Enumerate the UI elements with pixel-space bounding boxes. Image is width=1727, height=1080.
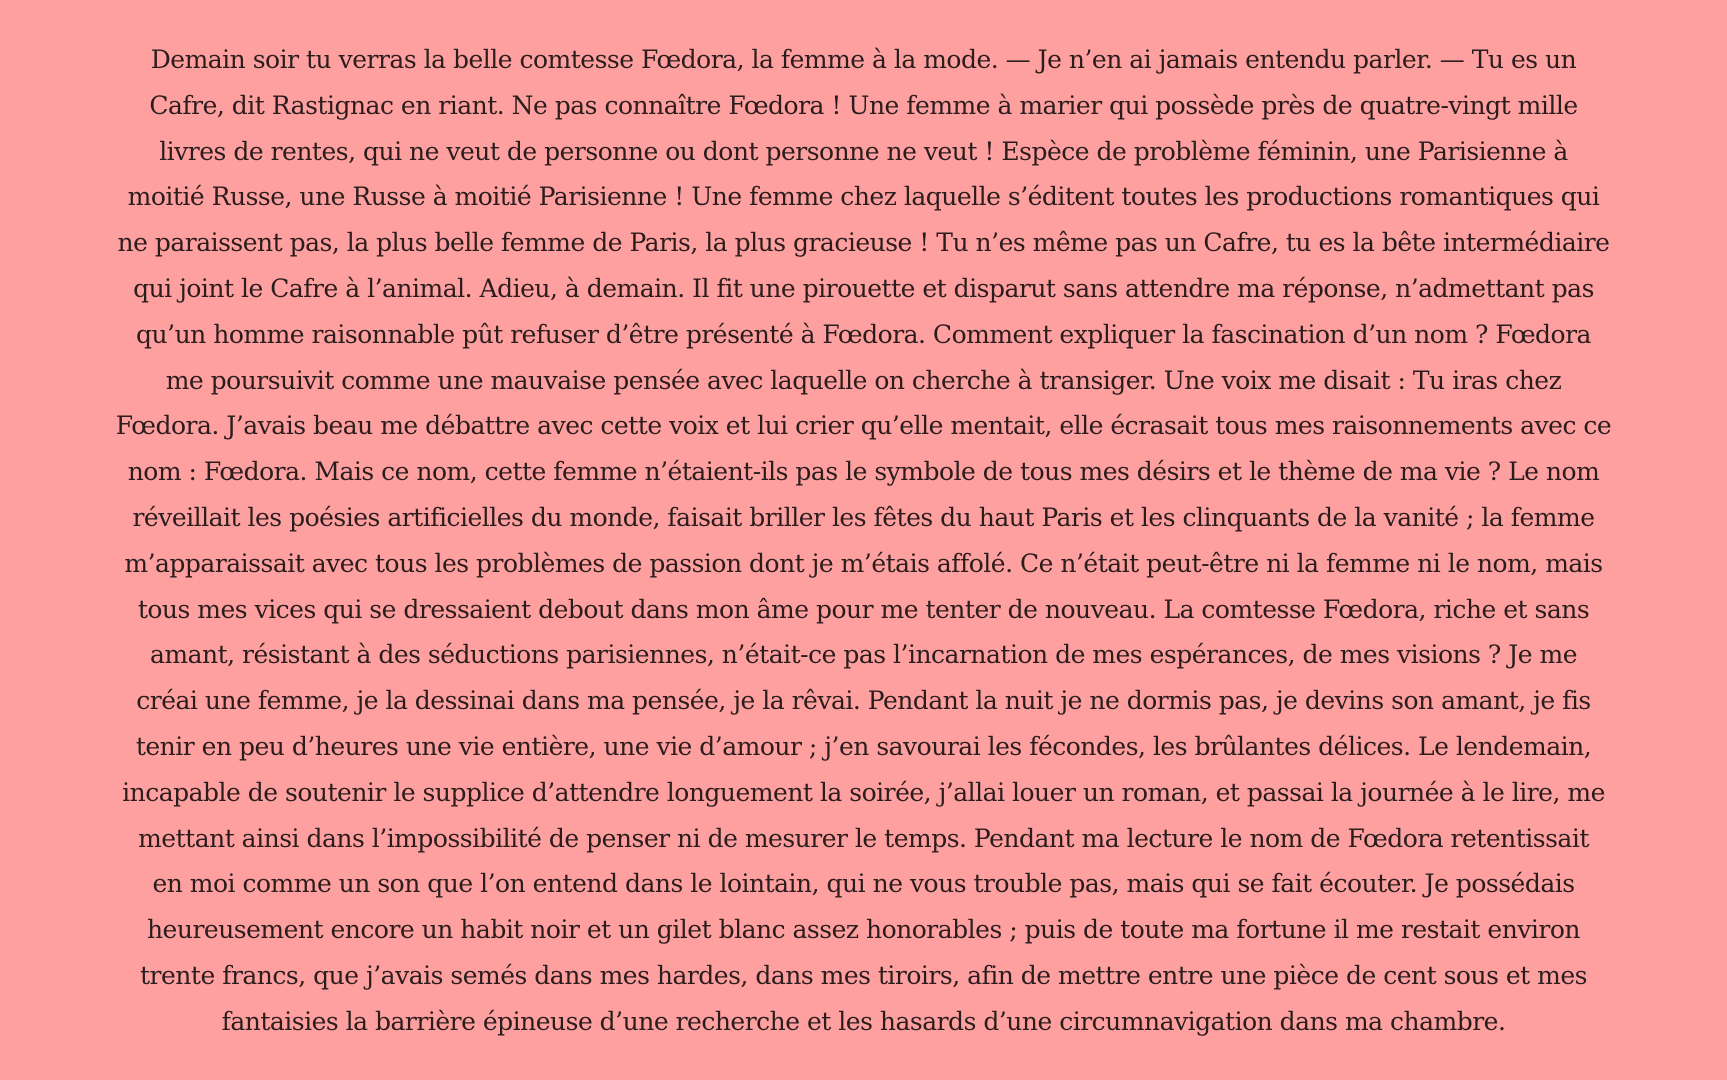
text-line: amant, résistant à des séductions parisiennes, n’était-ce pas l’incarnation de mes espérances, de mes visions ? Je me [149,640,1577,670]
text-line: Cafre, dit Rastignac en riant. Ne pas connaître Fœdora ! Une femme à marier qui possède près de quatre-vingt mille [149,90,1578,120]
text-line: mettant ainsi dans l’impossibilité de penser ni de mesurer le temps. Pendant ma lecture le nom de Fœdora retentissait [138,823,1589,853]
text-passage [45,37,1682,1045]
text-line: créai une femme, je la dessinai dans ma pensée, je la rêvai. Pendant la nuit je ne dormis pas, je devins son amant, je fis [136,686,1591,716]
text-line: moitié Russe, une Russe à moitié Parisienne ! Une femme chez laquelle s’éditent toutes les productions romantiques qui [127,182,1600,212]
text-line: fantaisies la barrière épineuse d’une recherche et les hasards d’une circumnavigation dans ma chambre. [221,1006,1506,1036]
text-line: nom : Fœdora. Mais ce nom, cette femme n’étaient-ils pas le symbole de tous mes désirs et le thème de ma vie ? Le nom [127,457,1600,487]
text-line: qui joint le Cafre à l’animal. Adieu, à demain. Il fit une pirouette et disparut sans attendre ma réponse, n’admettant pas [133,273,1594,303]
text-line: en moi comme un son que l’on entend dans le lointain, qui ne vous trouble pas, mais qui se fait écouter. Je possédais [152,869,1575,899]
text-line: incapable de soutenir le supplice d’attendre longuement la soirée, j’allai louer un roman, et passai la journée à le lire, me [122,777,1605,807]
text-line: Fœdora. J’avais beau me débattre avec cette voix et lui crier qu’elle mentait, elle écrasait tous mes raisonnements avec ce [115,411,1612,441]
text-line: trente francs, que j’avais semés dans mes hardes, dans mes tiroirs, afin de mettre entre une pièce de cent sous et mes [140,960,1587,990]
text-line: livres de rentes, qui ne veut de personne ou dont personne ne veut ! Espèce de problème féminin, une Parisienne à [159,136,1568,166]
text-line: me poursuivit comme une mauvaise pensée avec laquelle on cherche à transiger. Une voix me disait : Tu iras chez [165,365,1562,395]
text-line: heureusement encore un habit noir et un gilet blanc assez honorables ; puis de toute ma fortune il me restait environ [146,915,1581,945]
text-line: qu’un homme raisonnable pût refuser d’être présenté à Fœdora. Comment expliquer la fascination d’un nom ? Fœdora [136,319,1591,349]
text-line: tenir en peu d’heures une vie entière, une vie d’amour ; j’en savourai les fécondes, les brûlantes délices. Le lendemain, [135,731,1592,761]
text-line: m’apparaissait avec tous les problèmes de passion dont je m’étais affolé. Ce n’était peut-être ni la femme ni le nom, mais [124,548,1603,578]
text-line: ne paraissent pas, la plus belle femme de Paris, la plus gracieuse ! Tu n’es même pas un Cafre, tu es la bête intermédiaire [117,228,1610,258]
text-line: réveillait les poésies artificielles du monde, faisait briller les fêtes du haut Paris et les clinquants de la vanité ; la femme [132,502,1595,532]
text-line: tous mes vices qui se dressaient debout dans mon âme pour me tenter de nouveau. La comtesse Fœdora, riche et sans [137,594,1590,624]
text-line: Demain soir tu verras la belle comtesse Fœdora, la femme à la mode. — Je n’en ai jamais entendu parler. — Tu es un [150,45,1577,74]
